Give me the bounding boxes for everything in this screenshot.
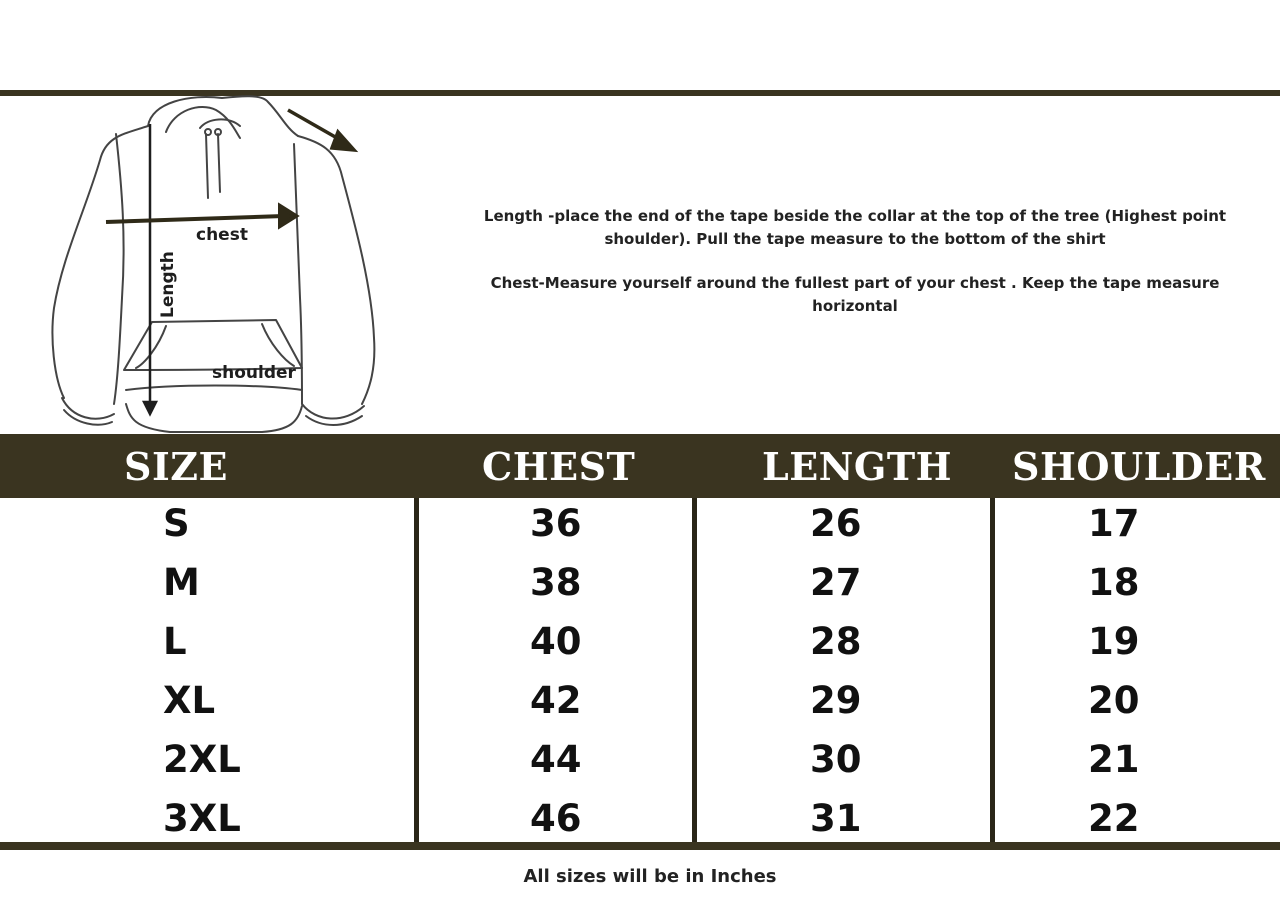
header-chest: CHEST (482, 444, 636, 489)
table-row (0, 553, 1280, 612)
chest-cell: 40 (530, 620, 582, 663)
size-chart-table (0, 434, 1280, 854)
shoulder-cell: 21 (1088, 738, 1140, 781)
size-cell: L (163, 620, 187, 663)
header-shoulder: SHOULDER (1012, 444, 1266, 489)
length-cell: 27 (810, 561, 862, 604)
table-row (0, 494, 1280, 553)
size-cell: XL (163, 679, 216, 722)
chest-cell: 42 (530, 679, 582, 722)
shoulder-label: shoulder (212, 363, 296, 383)
shoulder-cell: 19 (1088, 620, 1140, 663)
table-row (0, 612, 1280, 671)
footer-note: All sizes will be in Inches (523, 866, 777, 887)
chest-cell: 36 (530, 502, 582, 545)
bottom-rule (0, 842, 1280, 850)
size-cell: 3XL (163, 797, 241, 840)
shoulder-cell: 20 (1088, 679, 1140, 722)
size-cell: M (163, 561, 200, 604)
chest-instruction: Chest-Measure yourself around the fullest part of your chest . Keep the tape measure horizontal (490, 274, 1220, 315)
table-row (0, 789, 1280, 848)
shoulder-cell: 18 (1088, 561, 1140, 604)
chest-cell: 44 (530, 738, 582, 781)
table-header (0, 434, 1280, 498)
length-cell: 26 (810, 502, 862, 545)
chest-cell: 46 (530, 797, 582, 840)
shoulder-cell: 22 (1088, 797, 1140, 840)
chest-cell: 38 (530, 561, 582, 604)
header-size: SIZE (124, 444, 228, 489)
hoodie-diagram (40, 88, 400, 438)
measurement-instructions (470, 205, 1240, 339)
size-cell: S (163, 502, 190, 545)
chest-label: chest (196, 225, 248, 245)
header-length: LENGTH (762, 444, 953, 489)
shoulder-cell: 17 (1088, 502, 1140, 545)
hoodie-illustration (40, 88, 400, 438)
length-cell: 28 (810, 620, 862, 663)
length-label: Length (158, 251, 178, 318)
length-cell: 29 (810, 679, 862, 722)
length-cell: 30 (810, 738, 862, 781)
length-cell: 31 (810, 797, 862, 840)
length-instruction: Length -place the end of the tape beside the collar at the top of the tree (Highest point shoulder). Pull the tape measure to the bottom of the shirt (483, 207, 1227, 248)
table-row (0, 671, 1280, 730)
size-cell: 2XL (163, 738, 241, 781)
table-row (0, 730, 1280, 789)
